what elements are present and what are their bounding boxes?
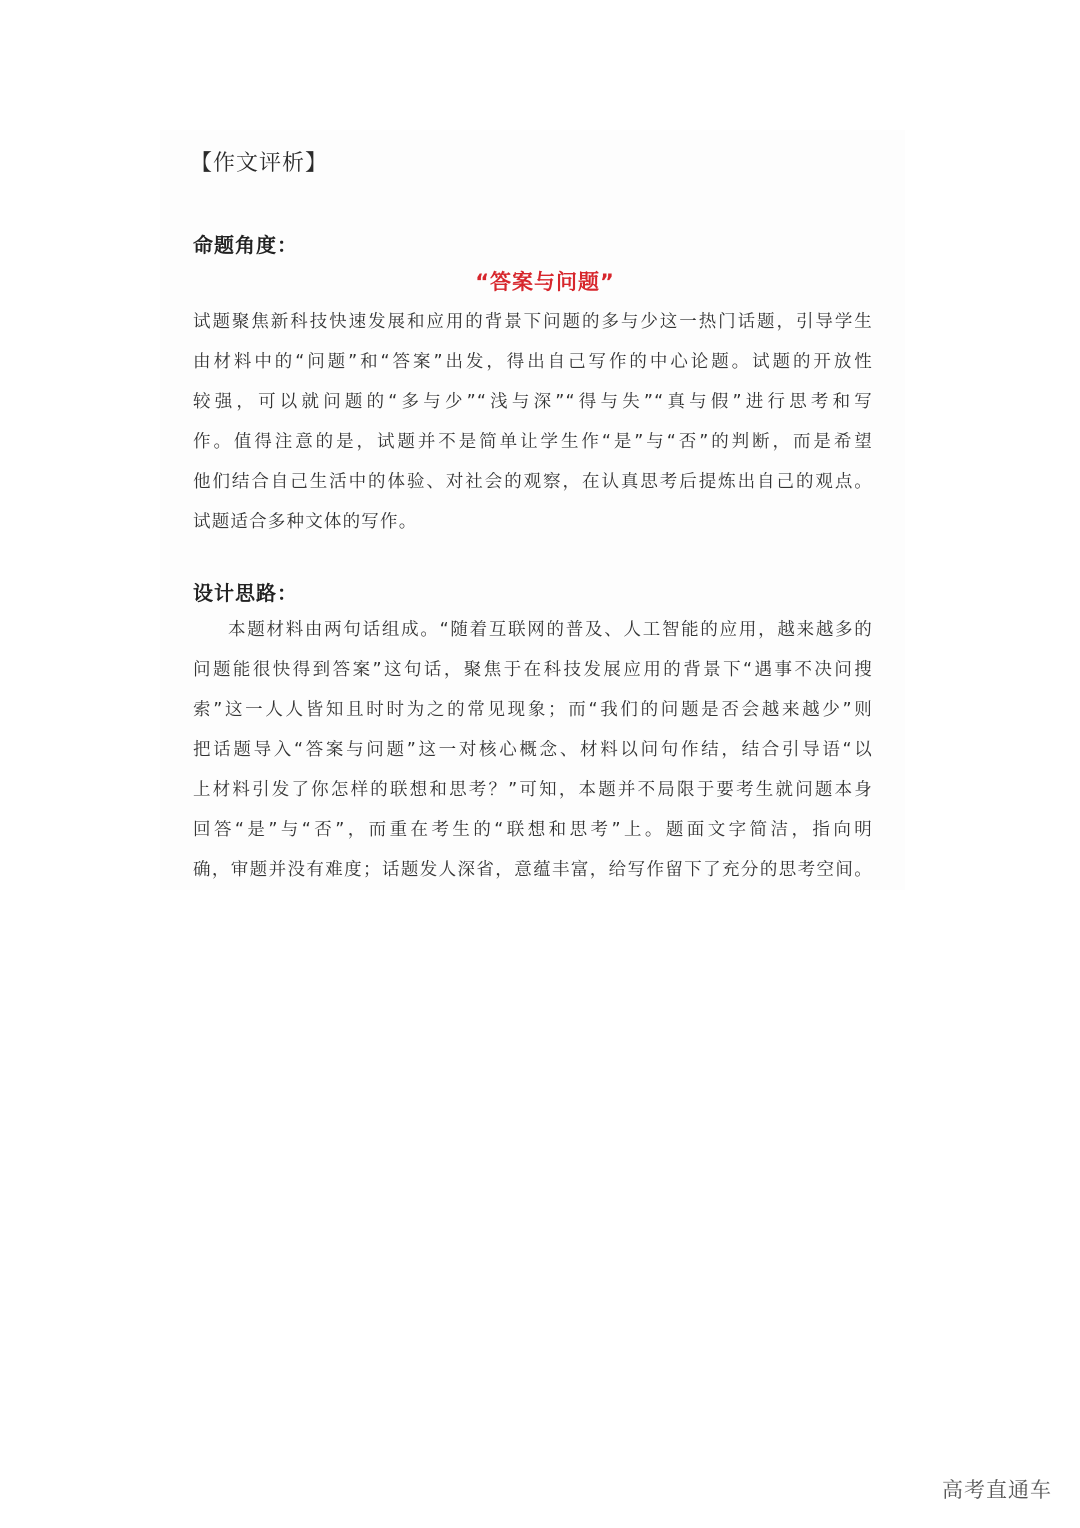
paragraph-line: 回答“是”与“否”，而重在考生的“联想和思考”上。题面文字简洁，指向明 [193,820,873,840]
paragraph-line: 较强，可以就问题的“多与少”“浅与深”“得与失”“真与假”进行思考和写 [193,392,873,412]
proposition-angle-paragraph [193,302,873,542]
paragraph-line: 把话题导入“答案与问题”这一对核心概念、材料以问句作结，结合引导语“以 [193,740,873,760]
topic-title: “答案与问题” [475,270,615,294]
paragraph-line: 试题聚焦新科技快速发展和应用的背景下问题的多与少这一热门话题，引导学生 [193,312,873,332]
paragraph-line: 作。值得注意的是，试题并不是简单让学生作“是”与“否”的判断，而是希望 [193,432,873,452]
paragraph-line: 由材料中的“问题”和“答案”出发，得出自己写作的中心论题。试题的开放性 [193,352,873,372]
design-idea-paragraph [193,610,873,890]
paragraph-line: 确，审题并没有难度；话题发人深省，意蕴丰富，给写作留下了充分的思考空间。 [193,860,873,880]
paragraph-line: 上材料引发了你怎样的联想和思考？”可知，本题并不局限于要考生就问题本身 [193,780,873,800]
section-heading-design-idea: 设计思路： [193,581,298,605]
paragraph-line: 索”这一人人皆知且时时为之的常见现象；而“我们的问题是否会越来越少”则 [193,700,873,720]
section-heading-proposition-angle: 命题角度： [193,233,298,257]
paragraph-line: 试题适合多种文体的写作。 [193,512,418,532]
paragraph-line: 问题能很快得到答案”这句话，聚焦于在科技发展应用的背景下“遇事不决问搜 [193,660,873,680]
document-title: 【作文评析】 [190,151,329,176]
paragraph-line: 本题材料由两句话组成。“随着互联网的普及、人工智能的应用，越来越多的 [228,620,873,640]
watermark: 高考直通车 [942,1478,1052,1502]
paragraph-line: 他们结合自己生活中的体验、对社会的观察，在认真思考后提炼出自己的观点。 [193,472,873,492]
